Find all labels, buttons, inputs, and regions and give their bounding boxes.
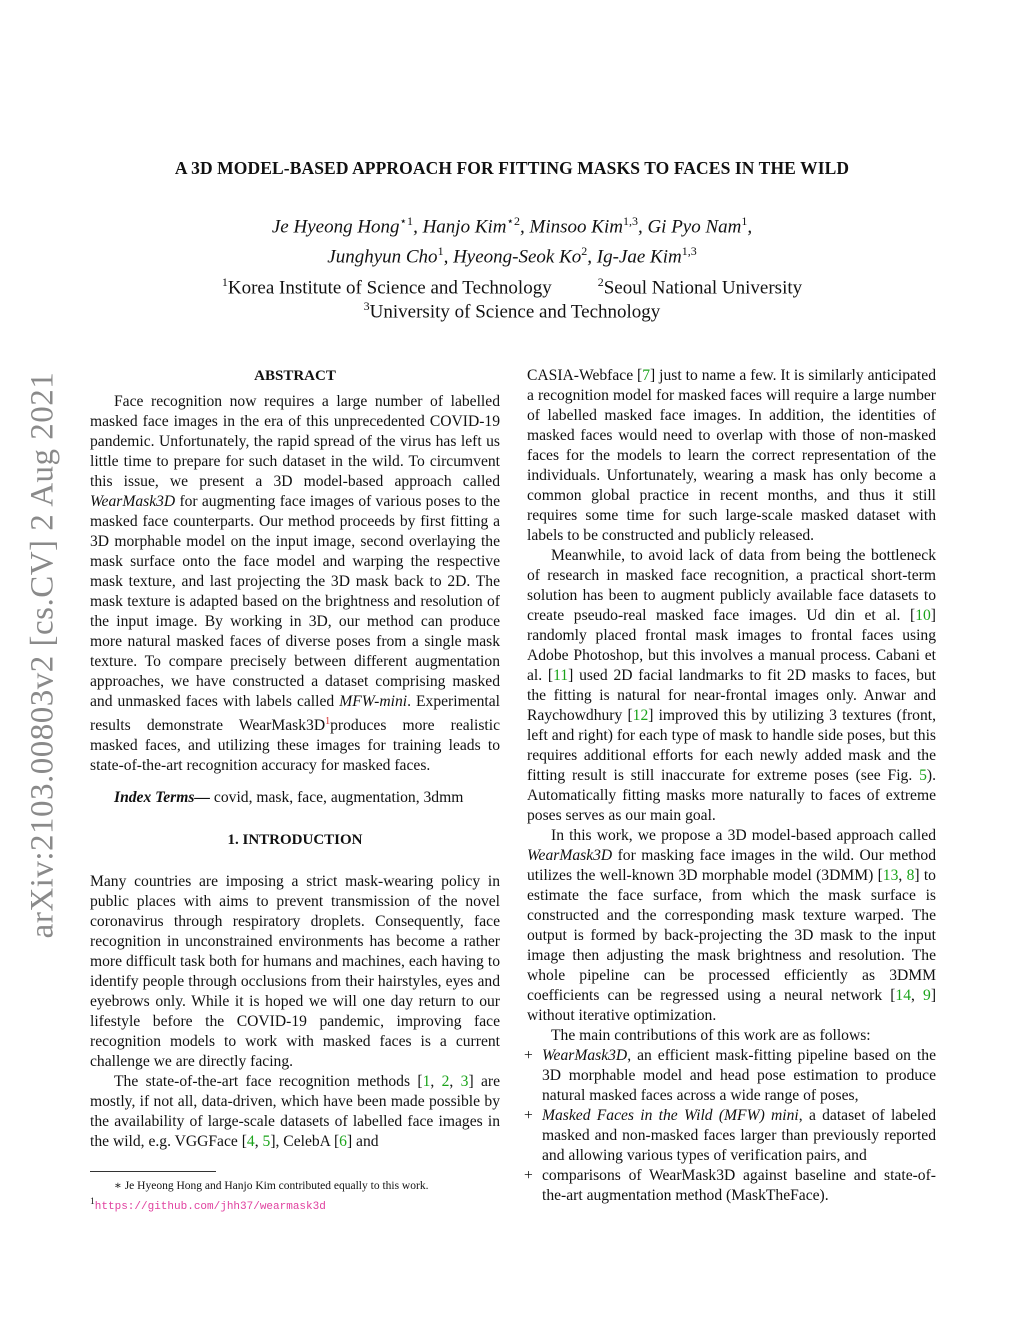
contributions-intro: The main contributions of this work are as follows: [551,1027,871,1044]
author-sup: 1,3 [681,244,697,259]
citation-link[interactable]: 11 [553,667,569,684]
footnote-text: Je Hyeong Hong and Hanjo Kim contributed equally to this work. [121,1180,429,1192]
method-name: WearMask3D [90,493,176,510]
affiliations-line-2 [60,299,964,323]
author-list [60,209,964,270]
author-line-2: Junghyun Cho$^1$, Hyeong-Seok Ko$^2$, Ig-Jae Kim$^{1,3}$ [327,244,697,268]
citation-link[interactable]: 5 [262,1133,271,1151]
index-terms-label: Index Terms— [114,789,211,807]
citation-link[interactable]: 2 [441,1073,450,1091]
author-sup: 2 [581,244,588,259]
index-terms [90,788,500,808]
citation-link[interactable]: 10 [915,607,931,624]
body-text: CASIA-Webface [ [527,367,643,384]
author-sup: ⋆1 [399,214,414,228]
author-name: Hyeong-Seok Ko [453,246,582,268]
contribution-text: , an efficient mask-fitting pipeline based on the 3D morphable model and head pose estimation to produce natural masked faces across a wide range of poses, [542,1047,936,1104]
author-sup: 1,3 [622,214,638,228]
body-text: ] used 2D facial landmarks to fit 2D masks to faces, but the fitting is natural for near-frontal images only. Anwar and Raychowdhury [ [527,667,936,724]
abstract-text: for augmenting face images of various poses to the masked face counterparts. Our method proceeds by first fitting a 3D morphable model on the input image, second overlaying the mask surface onto the face model and warping the respective mask texture, and last projecting the 3D mask back to 2D. The mask texture is adapted based on the brightness and resolution of the input image. By working in 3D, our method can produce more natural masked faces of diverse poses from a single mask texture. To compare precisely between different augmentation approaches, we have constructed a dataset comprising masked and unmasked faces with labels called [90,493,500,710]
author-name: Je Hyeong Hong [271,216,400,238]
intro-text: The state-of-the-art face recognition methods [ [114,1073,423,1091]
contribution-text: , a dataset of labeled masked and non-masked faces larger than previously reported and allowing various types of verification pairs, and [542,1107,936,1164]
author-sup: 1 [437,244,444,259]
contribution-item [524,1106,936,1166]
citation-link[interactable]: 3 [460,1073,469,1091]
affiliation-name: Seoul National University [603,277,803,299]
footnote-link[interactable]: 1 [325,716,331,727]
author-name: Ig-Jae Kim [596,246,682,268]
abstract-text: . Experimental results demonstrate WearMask3D [90,693,500,735]
citation-link[interactable]: 1 [422,1073,431,1091]
body-text: Meanwhile, to avoid lack of data from being the bottleneck of research in masked face recognition, a practical short-term solution has been to augment publicly available face datasets to create pseudo-real masked face images. Ud din et al. [ [527,547,936,624]
body-text: ] to estimate the face surface, from which the mask surface is constructed and the corresponding mask texture warped. The output is formed by back-projecting the 3D mask to the input image then adjusting the mask brightness and resolution. The whole pipeline can be processed efficiently as 3DMM coefficients can be regressed using a neural network [ [527,867,936,1004]
intro-heading: 1. INTRODUCTION [227,832,363,849]
abstract-heading: ABSTRACT [254,368,336,384]
intro-text: ], CelebA [ [270,1133,340,1151]
affiliation-sup: 3 [363,299,370,313]
affiliation-sup: 1 [221,275,228,289]
affiliation-name: Korea Institute of Science and Technology [227,277,552,299]
body-text: ] improved this by utilizing 3 textures (front, left and right) for each type of mask to handle side poses, but this requires additional efforts for each newly added mask and the fitting result is still inaccurate for extreme poses (see Fig. [527,707,936,784]
citation-link[interactable]: 7 [642,367,651,384]
footnote-equal-contribution [90,1178,500,1194]
contribution-emphasis: Masked Faces in the Wild (MFW) mini [542,1107,799,1124]
footnote-mark: 1 [90,1196,95,1207]
affiliation-name: University of Science and Technology [369,301,661,323]
footnote-link-line [90,1194,500,1215]
index-terms-text: covid, mask, face, augmentation, 3dmm [210,789,464,807]
body-text: ] just to name a few. It is similarly anticipated a recognition model for masked faces will require a large number of labelled masked face images. In addition, the identities of masked faces would need to overlap with those of non-masked faces for the models to learn the correct representation of the individuals. Unfortunately, wearing a mask has only become a common global practice in recent months, and thus it still requires some time for such large-scale masked dataset with labels to be constructed and publicly released. [527,367,936,544]
contribution-text: comparisons of WearMask3D against baseline and state-of-the-art augmentation method (MaskTheFace). [542,1167,936,1204]
affiliations-line-1 [60,275,964,299]
github-link[interactable]: https://github.com/jhh37/wearmask3d [94,1200,326,1213]
contribution-item [524,1166,936,1206]
method-name: WearMask3D [527,847,613,864]
right-paragraph: In this work, we propose a 3D model-based approach called WearMask3D for masking face images in the wild. Our method utilizes the well-known 3D morphable model (3DMM) [13, 8] to estimate the face surface, from which the mask surface is constructed and the corresponding mask texture warped. The output is formed by back-projecting the 3D mask to the input image then adjusting the mask brightness and resolution. The whole pipeline can be processed efficiently as 3DMM coefficients can be regressed using a neural network [14, 9] without iterative optimization. [527,827,937,1024]
plus-bullet: + [524,1167,533,1184]
abstract-paragraph [90,392,500,776]
citation-link[interactable]: 4 [246,1133,255,1151]
plus-bullet: + [524,1107,533,1124]
footnote-mark: ∗ [114,1180,122,1192]
citation-link[interactable]: 8 [906,867,915,884]
author-name: Hanjo Kim [422,216,507,238]
arxiv-stamp [24,350,61,960]
footnote-rule [90,1171,216,1172]
dataset-name: MFW-mini [339,693,408,710]
author-sup: 1 [741,214,748,228]
body-text: for masking face images in the wild. Our method utilizes the well-known 3D morphable model (3DMM) [ [527,847,936,884]
contribution-emphasis: WearMask3D [542,1047,628,1064]
intro-paragraph: The state-of-the-art face recognition methods [1, 2, 3] are mostly, if not all, data-driven, which have been made possible by the availability of large-scale datasets of labelled face images in the wild, e.g. VGGFace [4, 5], CelebA [6] and [90,1073,500,1151]
figure-link[interactable]: 5 [919,767,927,784]
contribution-item [524,1046,936,1106]
citation-link[interactable]: 6 [339,1133,347,1151]
intro-text: ] and [346,1133,379,1151]
citation-link[interactable]: 13 [882,867,899,884]
abstract-text: produces more realistic masked faces, and utilizing these images for training leads to state-of-the-art recognition accuracy for masked faces. [90,717,501,775]
paper-title: A 3D MODEL-BASED APPROACH FOR FITTING MASKS TO FACES IN THE WILD [174,158,850,178]
abstract-text: Face recognition now requires a large number of labelled masked face images in the era of this unprecedented COVID-19 pandemic. Unfortunately, the rapid spread of the virus has left us little time to prepare for such dataset in the wild. To circumvent this issue, we present a 3D model-based approach called [90,393,500,490]
body-text: ] randomly placed frontal mask images to frontal faces using Adobe Photoshop, but this involves a manual process. Cabani et al. [ [527,607,936,684]
intro-paragraph: Many countries are imposing a strict mask-wearing policy in public places with aims to prevent transmission of the novel coronavirus through respiratory droplets. Consequently, face recognition in unconstrained environments has become a rather more difficult task both for humans and machines, each having to identify people through occlusions from their hairstyles, eyes and eyebrows only. While it is hoped we will one day return to our lifestyle before the COVID-19 pandemic, improving face recognition models to work with masked faces is a current challenge we are directly facing. [90,873,500,1071]
left-column [90,366,500,1152]
affiliation-sup: 2 [597,275,604,289]
author-line-1: Je Hyeong Hong$^{⋆1}$, Hanjo Kim$^{⋆2}$, Minsoo Kim$^{1,3}$, Gi Pyo Nam$^1$, [271,214,753,238]
contributions-list [524,1046,936,1206]
intro-text: ] are mostly, if not all, data-driven, which have been made possible by the availability of large-scale datasets of labelled face images in the wild, e.g. VGGFace [ [90,1073,500,1151]
body-text: ). Automatically fitting masks more naturally to faces of extreme poses serves as our main goal. [527,767,936,824]
author-name: Minsoo Kim [529,216,623,238]
right-paragraph [527,366,936,546]
right-column [524,366,937,1206]
right-paragraph [527,546,936,826]
plus-bullet: + [524,1047,533,1064]
citation-link[interactable]: 12 [632,707,649,724]
citation-link[interactable]: 9 [923,987,931,1004]
author-name: Junghyun Cho [327,246,438,268]
citation-link[interactable]: 14 [895,987,912,1004]
author-sup: ⋆2 [506,214,521,228]
footnotes [90,1171,500,1215]
body-text: ] without iterative optimization. [527,987,937,1024]
body-text: In this work, we propose a 3D model-based approach called [551,827,936,844]
arxiv-stamp-text: arXiv:2103.00803v2 [cs.CV] 2 Aug 2021 [24,371,61,939]
author-name: Gi Pyo Nam [647,216,742,238]
